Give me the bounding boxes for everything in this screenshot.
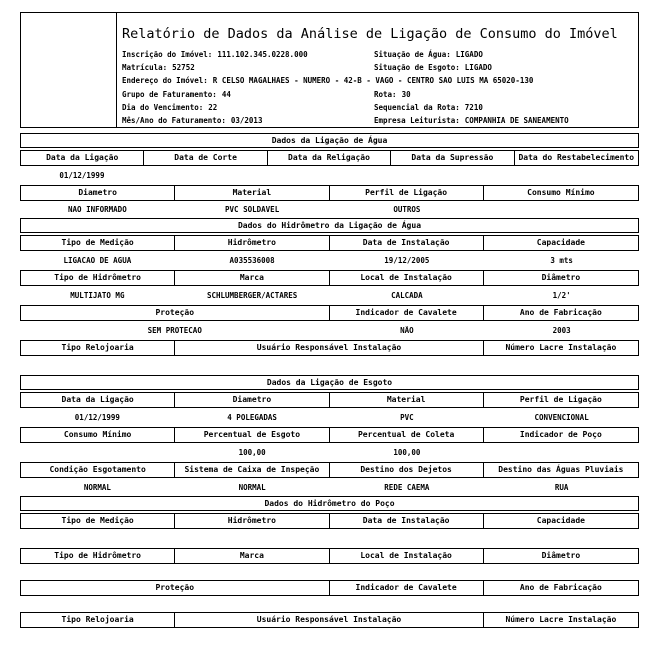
column-header: Consumo Mínimo xyxy=(21,428,175,442)
field-label: Dia do Vencimento: xyxy=(122,102,204,112)
cell-value: CONVENCIONAL xyxy=(534,413,589,422)
cell-value: A035536008 xyxy=(229,256,275,265)
field-label: Situação de Água: xyxy=(374,50,451,60)
page-title: Relatório de Dados da Análise de Ligação de Consumo do Imóvel xyxy=(122,26,618,42)
info-left xyxy=(122,76,533,85)
field-label: Grupo de Faturamento: xyxy=(122,89,217,99)
column-header: Usuário Responsável Instalação xyxy=(175,341,484,355)
field-value: 7210 xyxy=(464,102,483,112)
cell-value: 01/12/1999 xyxy=(74,413,120,422)
column-header: Ano de Fabricação xyxy=(519,308,602,317)
cell-value: NÃO xyxy=(400,326,414,335)
cell-value: 3 mts xyxy=(550,256,573,265)
column-header: Ano de Fabricação xyxy=(519,583,602,592)
column-header: Destino dos Dejetos xyxy=(330,463,484,477)
info-line xyxy=(122,101,638,114)
column-header: Percentual de Esgoto xyxy=(175,428,329,442)
column-header: Data da Religação xyxy=(268,151,391,165)
field-label: Inscrição do Imóvel: xyxy=(122,50,213,60)
column-header: Sistema de Caixa de Inspeção xyxy=(175,463,329,477)
cell-value: 01/12/1999 xyxy=(59,171,105,180)
column-header: Número Lacre Instalação xyxy=(505,343,617,352)
field-label: Endereço do Imóvel: xyxy=(122,76,208,86)
cell-value: LIGACAO DE AGUA xyxy=(63,256,132,265)
table-value-row xyxy=(20,443,639,462)
table-value-row xyxy=(20,166,639,185)
table-header-row xyxy=(20,462,639,478)
field-label: Mês/Ano do Faturamento: xyxy=(122,116,226,126)
cell-value: SCHLUMBERGER/ACTARES xyxy=(206,291,298,300)
column-header: Data de Instalação xyxy=(330,514,484,528)
column-header: Data da Ligação xyxy=(21,393,175,407)
column-header: Perfil de Ligação xyxy=(519,395,602,404)
field-value: 30 xyxy=(401,89,411,99)
field-label: Rota: xyxy=(374,89,397,99)
column-header: Número Lacre Instalação xyxy=(505,615,617,624)
column-header: Tipo de Medição xyxy=(21,514,175,528)
cell-value: SEM PROTECAO xyxy=(147,326,202,335)
column-header: Data de Instalação xyxy=(330,236,484,250)
table-value-row xyxy=(20,321,639,340)
cell-value: MULTIJATO MG xyxy=(70,291,125,300)
cell-value: RUA xyxy=(554,482,569,492)
table-header-row xyxy=(20,427,639,443)
table-header-row xyxy=(20,150,639,166)
field-label: Situação de Esgoto: xyxy=(374,63,460,73)
field-value: 111.102.345.0228.000 xyxy=(217,50,308,60)
field-value: R CELSO MAGALHAES - NUMERO - 42-B - VAGO - CENTRO SAO LUIS MA 65020-130 xyxy=(212,76,534,86)
field-value: LIGADO xyxy=(455,50,483,60)
table-header-row xyxy=(20,580,639,596)
cell-value: 2003 xyxy=(552,326,571,335)
cell-value: OUTROS xyxy=(393,205,421,214)
info-left xyxy=(122,63,374,72)
column-header: Hidrômetro xyxy=(175,514,329,528)
cell-value: NORMAL xyxy=(238,482,266,492)
section-title-esgoto: Dados da Ligação de Esgoto xyxy=(20,375,639,390)
column-header: Tipo de Hidrômetro xyxy=(21,271,175,285)
field-label: Matrícula: xyxy=(122,63,168,73)
table-header-row xyxy=(20,305,639,321)
column-header: Tipo de Medição xyxy=(21,236,175,250)
cell-value: REDE CAEMA xyxy=(384,482,430,492)
column-header: Proteção xyxy=(21,581,330,595)
table-value-row xyxy=(20,251,639,270)
table-header-row xyxy=(20,612,639,628)
property-info-fields xyxy=(122,48,638,127)
table-header-row xyxy=(20,392,639,408)
info-right xyxy=(374,50,638,59)
column-header: Local de Instalação xyxy=(330,271,484,285)
info-line xyxy=(122,61,638,74)
field-value: 22 xyxy=(208,102,218,112)
info-line xyxy=(122,114,638,127)
column-header: Proteção xyxy=(21,306,330,320)
column-header: Capacidade xyxy=(536,516,585,525)
report-header-box xyxy=(20,12,639,128)
column-header: Data do Restabelecimento xyxy=(518,153,635,162)
cell-value: PVC SOLDAVEL xyxy=(225,205,280,214)
field-value: LIGADO xyxy=(464,63,492,73)
info-line xyxy=(122,48,638,61)
column-header: Indicador de Cavalete xyxy=(330,306,484,320)
info-left xyxy=(122,90,374,99)
column-header: Data da Ligação xyxy=(21,151,144,165)
field-value: 44 xyxy=(221,89,231,99)
table-header-row xyxy=(20,513,639,529)
field-label: Empresa Leiturista: xyxy=(374,116,460,126)
cell-value: NORMAL xyxy=(83,482,111,492)
field-label: Sequencial da Rota: xyxy=(374,102,460,112)
field-value: 03/2013 xyxy=(230,116,263,126)
cell-value: CALCADA xyxy=(391,291,423,300)
info-right xyxy=(374,90,638,99)
info-left xyxy=(122,103,374,112)
cell-value: NAO INFORMADO xyxy=(68,205,127,214)
column-header: Percentual de Coleta xyxy=(330,428,484,442)
column-header: Indicador de Poço xyxy=(519,430,602,439)
column-header: Consumo Mínimo xyxy=(527,188,595,197)
column-header: Perfil de Ligação xyxy=(330,186,484,200)
table-value-row xyxy=(20,286,639,305)
column-header: Tipo Relojoaria xyxy=(21,341,175,355)
column-header: Data de Corte xyxy=(144,151,267,165)
column-header: Capacidade xyxy=(536,238,585,247)
table-value-row xyxy=(20,478,639,496)
column-header: Diâmetro xyxy=(541,551,581,560)
column-header: Data da Supressão xyxy=(391,151,514,165)
info-left xyxy=(122,116,374,125)
column-header: Material xyxy=(330,393,484,407)
info-right xyxy=(374,103,638,112)
column-header: Usuário Responsável Instalação xyxy=(175,613,484,627)
table-value-row xyxy=(20,201,639,218)
column-header: Indicador de Cavalete xyxy=(330,581,484,595)
info-right xyxy=(374,63,638,72)
cell-value: PVC xyxy=(400,413,414,422)
table-header-row xyxy=(20,270,639,286)
field-value: 52752 xyxy=(172,63,195,73)
table-value-row xyxy=(20,408,639,427)
table-header-row xyxy=(20,548,639,564)
logo-placeholder xyxy=(21,13,117,127)
column-header: Diâmetro xyxy=(541,273,581,282)
column-header: Marca xyxy=(175,549,329,563)
report-header-content xyxy=(117,13,638,127)
section-title-hidrometro-agua: Dados do Hidrômetro da Ligação de Água xyxy=(20,218,639,233)
field-value: COMPANHIA DE SANEAMENTO xyxy=(464,116,569,126)
table-header-row xyxy=(20,340,639,356)
cell-value: 4 POLEGADAS xyxy=(227,413,277,422)
info-left xyxy=(122,50,374,59)
cell-value: 1/2' xyxy=(552,291,571,300)
column-header: Marca xyxy=(175,271,329,285)
column-header: Material xyxy=(175,186,329,200)
section-title-hidrometro-poco: Dados do Hidrômetro do Poço xyxy=(20,496,639,511)
cell-value: 100,00 xyxy=(393,448,421,457)
column-header: Tipo de Hidrômetro xyxy=(21,549,175,563)
cell-value: 100,00 xyxy=(238,448,266,457)
column-header: Hidrômetro xyxy=(175,236,329,250)
cell-value: 19/12/2005 xyxy=(384,256,430,265)
section-title-agua: Dados da Ligação de Água xyxy=(20,133,639,148)
info-right xyxy=(374,116,638,125)
report-document xyxy=(20,12,639,628)
column-header: Diametro xyxy=(21,186,175,200)
column-header: Condição Esgotamento xyxy=(21,463,175,477)
info-line xyxy=(122,74,638,87)
table-header-row xyxy=(20,185,639,201)
column-header: Destino das Águas Pluviais xyxy=(498,465,624,474)
info-line xyxy=(122,88,638,101)
column-header: Diametro xyxy=(175,393,329,407)
column-header: Tipo Relojoaria xyxy=(21,613,175,627)
table-header-row xyxy=(20,235,639,251)
column-header: Local de Instalação xyxy=(330,549,484,563)
